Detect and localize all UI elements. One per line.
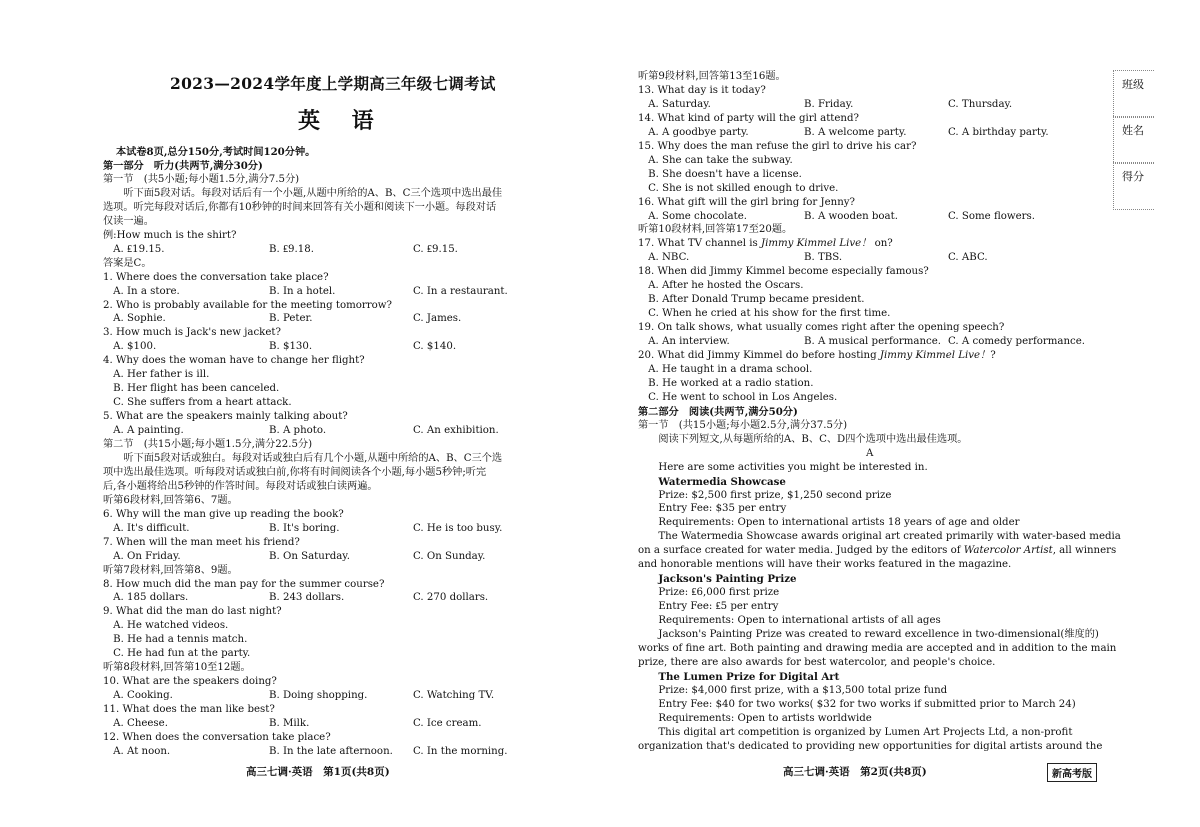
text-line: [638, 741, 1102, 753]
line-text: 第二部分 阅读(共两节,满分50分): [638, 405, 798, 418]
text-line: [103, 704, 275, 716]
text-line: [638, 392, 837, 404]
line-text: The Lumen Prize for Digital Art: [638, 670, 840, 683]
line-text: Prize: $2,500 first prize, $1,250 second prize: [638, 489, 892, 501]
text-line: [103, 188, 502, 200]
option-b: B. On Saturday.: [269, 550, 350, 562]
text-line: [638, 99, 711, 111]
text-line: [638, 406, 798, 418]
text-line: [638, 350, 996, 362]
text-line: [103, 467, 486, 479]
line-text: Requirements: Open to artists worldwide: [638, 712, 872, 724]
italic-title: Jimmy Kimmel Live！: [760, 238, 872, 250]
text-line: [103, 286, 180, 298]
line-text: 13. What day is it today?: [638, 84, 766, 96]
line-text: 听第7段材料,回答第8、9题。: [103, 564, 238, 576]
text-line: [103, 509, 344, 521]
text-line: [638, 503, 786, 515]
text-line: [638, 141, 916, 153]
line-text: 10. What are the speakers doing?: [103, 676, 277, 688]
option-b: B. 243 dollars.: [269, 592, 345, 604]
line-text: C. He had fun at the party.: [103, 648, 251, 660]
line-text: Prize: $4,000 first prize, with a $13,500 total prize fund: [638, 684, 948, 696]
line-text: A. Some chocolate.: [638, 210, 747, 222]
line-text: Jackson's Painting Prize: [638, 573, 797, 586]
text-line: [103, 383, 279, 395]
line-text: A. She can take the subway.: [638, 154, 793, 166]
option-c: C. On Sunday.: [413, 550, 486, 562]
line-text: 8. How much did the man pay for the summer course?: [103, 578, 385, 590]
option-c: C. Some flowers.: [948, 210, 1035, 222]
line-text: This digital art competition is organized by Lumen Art Projects Ltd, a non-profit: [638, 726, 1073, 738]
line-text: B. She doesn't have a license.: [638, 168, 802, 180]
text-line: [638, 294, 865, 306]
line-text: B. He worked at a radio station.: [638, 377, 814, 389]
line-text: The Watermedia Showcase awards original art created primarily with water-based media: [638, 531, 1121, 543]
text-line: [866, 448, 873, 460]
line-text: 第一部分 听力(共两节,满分30分): [103, 160, 263, 172]
text-line: [638, 629, 1099, 641]
line-text: 阅读下列短文,从每题所给的A、B、C、D四个选项中选出最佳选项。: [638, 433, 968, 445]
text-line: [103, 662, 251, 674]
text-line: [638, 280, 803, 292]
line-text: 14. What kind of party will the girl attend?: [638, 112, 859, 124]
line-text: C. He went to school in Los Angeles.: [638, 391, 838, 403]
line-text: 19. On talk shows, what usually comes right after the opening speech?: [638, 322, 1005, 334]
text-line: [103, 355, 365, 367]
text-line: [638, 490, 891, 502]
text-line: [103, 453, 502, 465]
option-b: B. Doing shopping.: [269, 690, 368, 702]
line-text: 听第10段材料,回答第17至20题。: [638, 224, 793, 236]
line-text: A. $100.: [103, 341, 157, 353]
option-c: C. A birthday party.: [948, 126, 1049, 138]
line-text: 7. When will the man meet his friend?: [103, 536, 300, 548]
text-line: [103, 411, 348, 423]
text-line: [638, 643, 1116, 655]
line-text: works of fine art. Both painting and drawing media are accepted and in addition to the main: [638, 642, 1117, 654]
line-text: 17. What TV channel is: [638, 238, 761, 250]
text-line: [103, 648, 250, 660]
text-line: [103, 313, 166, 325]
subject-title: 英 语: [298, 108, 386, 134]
text-line: [638, 727, 1072, 739]
option-c: C. Thursday.: [948, 98, 1013, 110]
line-text: Requirements: Open to international artists 18 years of age and older: [638, 517, 1020, 529]
text-line: [103, 300, 392, 312]
text-line: [103, 606, 282, 618]
option-b: B. In a hotel.: [269, 285, 336, 297]
line-text: C. She suffers from a heart attack.: [103, 397, 292, 409]
text-line: [638, 573, 796, 585]
text-line: [638, 685, 947, 697]
line-text: Jackson's Painting Prize was created to reward excellence in two-dimensional(维度的): [638, 629, 1099, 640]
option-b: B. TBS.: [804, 252, 843, 264]
line-text: B. He had a tennis match.: [103, 634, 248, 646]
line-text: 16. What gift will the girl bring for Jenny?: [638, 196, 855, 208]
option-b: B. A photo.: [269, 425, 327, 437]
option-b: B. Friday.: [804, 98, 854, 110]
line-text: 例:How much is the shirt?: [103, 229, 237, 241]
footer-left: 高三七调·英语 第1页(共8页): [246, 766, 390, 778]
text-line: [103, 244, 165, 256]
text-line: [638, 545, 1116, 557]
line-text: 5. What are the speakers mainly talking about?: [103, 411, 348, 423]
line-text: 第二节 (共15小题;每小题1.5分,满分22.5分): [103, 439, 313, 450]
line-text: C. When he cried at his show for the first time.: [638, 308, 891, 320]
line-text: 3. How much is Jack's new jacket?: [103, 327, 281, 339]
line-text: 9. What did the man do last night?: [103, 606, 282, 618]
line-text: 11. What does the man like best?: [103, 704, 275, 716]
option-b: B. A musical performance.: [804, 336, 942, 348]
option-c: C. ABC.: [948, 252, 988, 264]
text-line: [638, 587, 779, 599]
line-text: A. At noon.: [103, 745, 171, 757]
line-text: 1. Where does the conversation take place?: [103, 271, 329, 283]
option-b: B. A wooden boat.: [804, 210, 898, 222]
text-line: [103, 216, 154, 228]
text-line: [638, 699, 1076, 711]
line-text: A. Cooking.: [103, 690, 173, 702]
text-line: [638, 252, 689, 264]
option-b: B. ₤9.18.: [269, 243, 314, 255]
line-text: prize, there are also awards for best watercolor, and people's choice.: [638, 656, 996, 668]
text-line: [103, 746, 170, 758]
line-text: B. Her flight has been canceled.: [103, 383, 280, 395]
option-b: B. Peter.: [269, 313, 313, 325]
option-c: C. In a restaurant.: [413, 285, 508, 297]
option-b: B. In the late afternoon.: [269, 745, 393, 757]
text-line: [103, 230, 236, 242]
text-line: [638, 169, 802, 181]
footer-right: 高三七调·英语 第2页(共8页): [783, 766, 927, 778]
text-line: [103, 160, 263, 172]
option-c: C. $140.: [413, 341, 457, 353]
line-text: Watermedia Showcase: [638, 475, 786, 488]
text-line: [638, 517, 1019, 529]
line-text: A. Saturday.: [638, 98, 711, 110]
option-c: C. 270 dollars.: [413, 592, 489, 604]
line-text: 12. When does the conversation take place?: [103, 731, 331, 743]
text-line: [103, 258, 152, 270]
line-text: A. Cheese.: [103, 718, 168, 729]
line-text: A. An interview.: [638, 336, 730, 348]
text-line: [638, 364, 812, 376]
line-text: Here are some activities you might be interested in.: [638, 461, 928, 473]
line-text: 听第6段材料,回答第6、7题。: [103, 494, 238, 506]
text-line: [638, 657, 995, 669]
line-text: 项中选出最佳选项。听每段对话或独白前,你将有时间阅读各个小题,每小题5秒钟;听完: [103, 466, 487, 478]
italic-title: Watercolor Artist: [963, 545, 1053, 557]
text-line: [638, 238, 893, 250]
option-b: B. It's boring.: [269, 522, 340, 534]
line-text: 2. Who is probably available for the meeting tomorrow?: [103, 299, 392, 311]
line-text: Prize: ₤6,000 first prize: [638, 587, 780, 599]
line-text: A. On Friday.: [103, 550, 181, 562]
line-text: organization that's dedicated to providing new opportunities for digital artists around the: [638, 740, 1103, 752]
text-line: [103, 327, 281, 339]
line-text: A. Her father is ill.: [103, 369, 210, 381]
text-line: [103, 579, 384, 591]
text-line: [638, 127, 749, 139]
line-text: A: [866, 447, 874, 459]
line-text: A. After he hosted the Oscars.: [638, 280, 804, 292]
option-c: C. ₤9.15.: [413, 243, 458, 255]
line-text: 6. Why will the man give up reading the book?: [103, 508, 344, 520]
line-text: 18. When did Jimmy Kimmel become especially famous?: [638, 266, 929, 278]
text-line: [638, 378, 813, 390]
text-line: [638, 615, 941, 627]
line-tail: , all winners: [1052, 545, 1117, 557]
exam-intro: 本试卷8页,总分150分,考试时间120分钟。: [116, 146, 316, 158]
text-line: [103, 425, 184, 437]
text-line: [103, 397, 292, 409]
text-line: [638, 601, 778, 613]
text-line: [638, 85, 766, 97]
line-text: 选项。听完每段对话后,你都有10秒钟的时间来回答有关小题和阅读下一小题。每段对话: [103, 201, 497, 213]
text-line: [638, 155, 793, 167]
text-line: [103, 523, 190, 535]
line-text: B. After Donald Trump became president.: [638, 294, 865, 306]
line-text: 第一节 (共5小题;每小题1.5分,满分7.5分): [103, 173, 300, 185]
text-line: [103, 439, 312, 451]
text-line: [103, 341, 156, 353]
option-c: C. Ice cream.: [413, 718, 482, 729]
line-text: A. He taught in a drama school.: [638, 363, 813, 375]
line-text: Entry Fee: $35 per entry: [638, 503, 787, 515]
line-text: C. She is not skilled enough to drive.: [638, 182, 839, 194]
text-line: [638, 113, 859, 125]
text-line: [103, 676, 277, 688]
text-line: [103, 551, 181, 563]
text-line: [638, 420, 847, 432]
text-line: [103, 369, 209, 381]
text-line: [103, 495, 238, 507]
text-line: [638, 308, 890, 320]
text-line: [103, 537, 300, 549]
text-line: [103, 620, 228, 632]
line-text: 第一节 (共15小题;每小题2.5分,满分37.5分): [638, 419, 848, 431]
line-text: 听下面5段对话。每段对话后有一个小题,从题中所给的A、B、C三个选项中选出最佳: [103, 187, 503, 199]
text-line: [103, 481, 378, 493]
text-line: [638, 224, 792, 236]
text-line: [638, 197, 855, 209]
text-line: [638, 434, 967, 446]
side-label: 姓名: [1122, 124, 1144, 137]
text-line: [638, 531, 1121, 543]
text-line: [103, 592, 188, 604]
line-text: 听第9段材料,回答第13至16题。: [638, 71, 786, 82]
side-label: 班级: [1122, 78, 1144, 91]
text-line: [638, 71, 786, 83]
line-tail: on?: [871, 238, 893, 250]
exam-title: 2023—2024学年度上学期高三年级七调考试: [170, 74, 496, 93]
line-text: 4. Why does the woman have to change her flight?: [103, 355, 365, 367]
text-line: [103, 174, 299, 186]
line-text: Entry Fee: ₤5 per entry: [638, 601, 779, 613]
text-line: [638, 671, 839, 683]
option-c: C. James.: [413, 313, 462, 325]
option-c: C. An exhibition.: [413, 425, 499, 437]
text-line: [638, 476, 786, 488]
text-line: [103, 732, 331, 744]
option-c: C. In the morning.: [413, 745, 508, 757]
option-b: B. Milk.: [269, 718, 310, 729]
option-c: C. Watching TV.: [413, 690, 495, 702]
line-text: A. A painting.: [103, 425, 184, 437]
text-line: [638, 559, 1011, 571]
line-text: 仅读一遍。: [103, 215, 154, 227]
text-line: [638, 266, 929, 278]
text-line: [638, 183, 838, 195]
text-line: [638, 462, 928, 474]
text-line: [103, 202, 496, 214]
line-text: on a surface created for water media. Judged by the editors of: [638, 545, 964, 557]
text-line: [638, 713, 872, 725]
text-line: [103, 272, 329, 284]
text-line: [638, 336, 730, 348]
line-text: A. A goodbye party.: [638, 126, 749, 138]
text-line: [638, 211, 747, 223]
line-text: 听下面5段对话或独白。每段对话或独白后有几个小题,从题中所给的A、B、C三个选: [103, 452, 503, 464]
line-text: 20. What did Jimmy Kimmel do before hosting: [638, 350, 880, 361]
text-line: [103, 634, 247, 646]
line-text: A. NBC.: [638, 252, 690, 264]
line-text: Requirements: Open to international artists of all ages: [638, 615, 941, 627]
line-tail: ?: [990, 350, 996, 361]
line-text: A. ₤19.15.: [103, 243, 165, 255]
line-text: 答案是C。: [103, 257, 152, 269]
option-b: B. A welcome party.: [804, 126, 907, 138]
line-text: 后,各小题将给出5秒钟的作答时间。每段对话或独白读两遍。: [103, 480, 378, 492]
line-text: 15. Why does the man refuse the girl to drive his car?: [638, 140, 917, 152]
option-c: C. A comedy performance.: [948, 336, 1086, 348]
text-line: [103, 690, 173, 702]
text-line: [638, 322, 1004, 334]
text-line: [103, 565, 238, 577]
side-label: 得分: [1122, 170, 1144, 183]
line-text: and honorable mentions will have their works featured in the magazine.: [638, 559, 1012, 571]
option-c: C. He is too busy.: [413, 522, 503, 534]
line-text: A. He watched videos.: [103, 620, 229, 632]
option-b: B. $130.: [269, 341, 313, 353]
line-text: 听第8段材料,回答第10至12题。: [103, 662, 251, 674]
line-text: A. In a store.: [103, 285, 180, 297]
line-text: A. Sophie.: [103, 313, 166, 325]
line-text: A. 185 dollars.: [103, 592, 189, 604]
text-line: [103, 718, 168, 730]
line-text: Entry Fee: $40 for two works( $32 for two works if submitted prior to March 24): [638, 698, 1076, 710]
edition-badge: 新高考版: [1047, 763, 1097, 782]
italic-title: Jimmy Kimmel Live！: [879, 350, 991, 361]
line-text: A. It's difficult.: [103, 522, 190, 534]
